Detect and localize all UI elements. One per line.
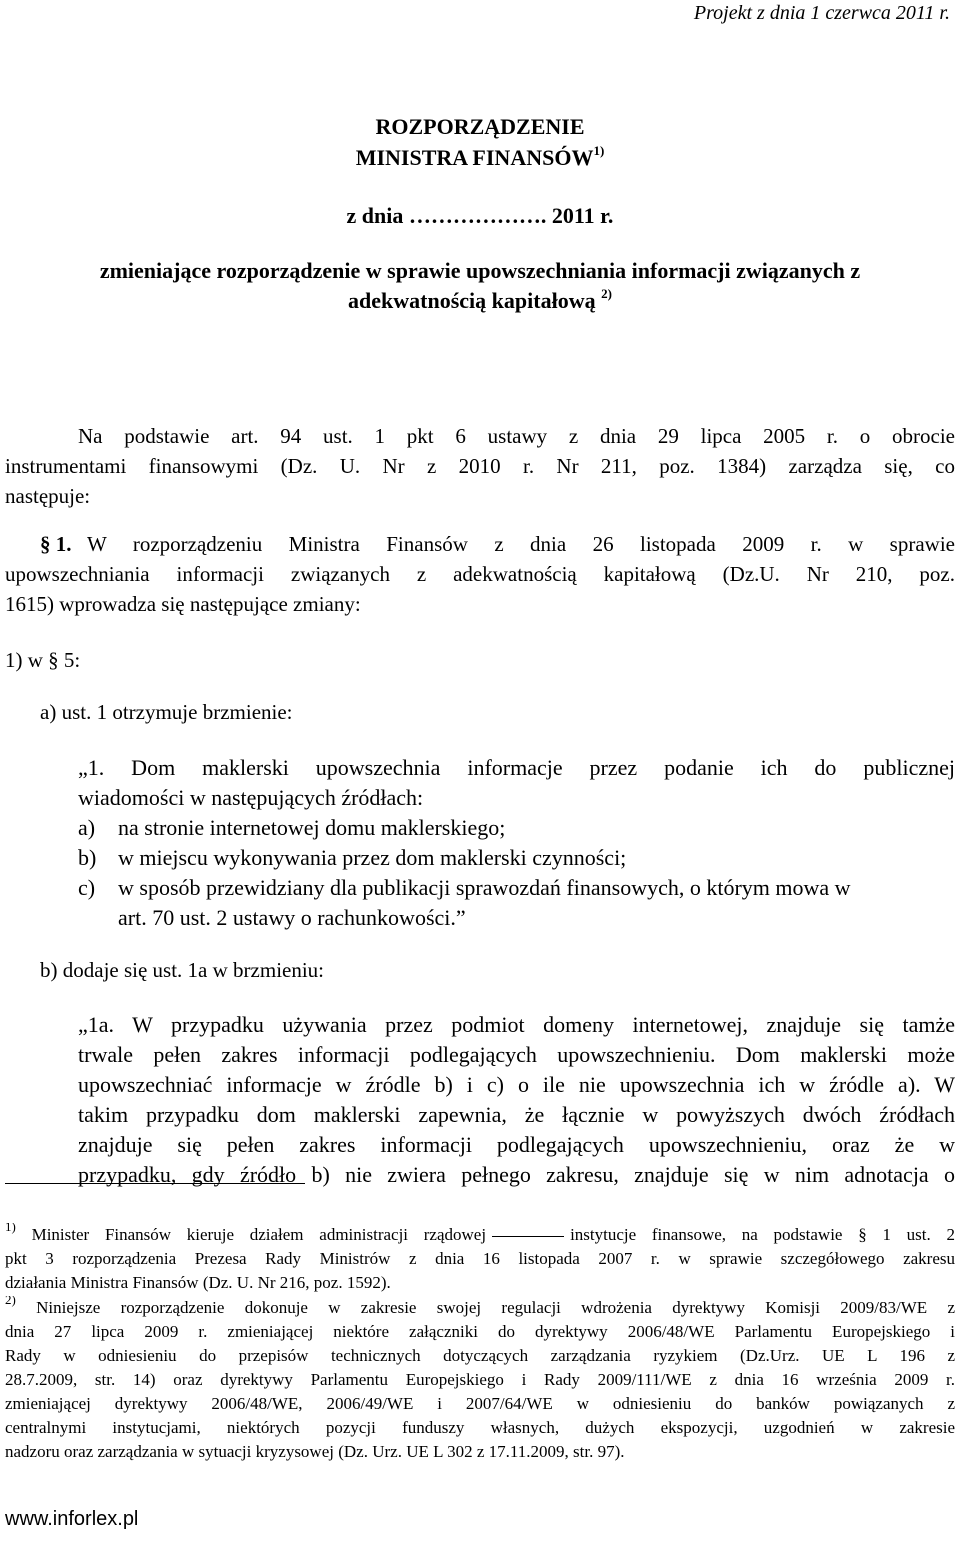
paragraph-mark: § 1. [40,532,72,556]
ust1-item-c: w sposób przewidziany dla publikacji sprawozdań finansowych, o którym mowa w [118,875,851,900]
title-date: z dnia ………………. 2011 r. [346,203,614,228]
ust1-item-a: na stronie internetowej domu maklerskiego; [118,815,506,840]
footnote-2-line2: dnia 27 lipca 2009 r. zmieniającej niektóre załączniki do dyrektywy 2006/48/WE Parlamentu Europejskiego i [5,1322,955,1341]
ust1-line1: „1. Dom maklerski upowszechnia informacje przez podanie ich do publicznej [78,755,955,780]
footnote-ref-1[interactable]: 1) [593,142,605,158]
footnote-2-line6: centralnymi instytucjami, niektórych pozycji funduszy własnych, dużych ekspozycji, uzgodnień w zakresie [5,1418,955,1437]
footnote-1-line1: $^{1)}$ Minister Finansów kieruje działem administracji rządowej instytucje finansowe, na podstawie § 1 ust. 2 [5,1223,955,1247]
ust1a-line1: „1a. W przypadku używania przez podmiot domeny internetowej, znajduje się tamże [78,1012,955,1037]
ust1-item-c-label: c) [78,875,96,900]
footnote-1-line3: działania Ministra Finansów (Dz. U. Nr 216, poz. 1592). [5,1273,391,1292]
footnote-1-marker: 1) [5,1223,16,1235]
ust1-item-b-label: b) [78,845,97,870]
ust1-line2: wiadomości w następujących źródłach: [78,785,424,810]
ust1a-line2: trwale pełen zakres informacji podlegających upowszechnieniu. Dom maklerski może [78,1042,955,1067]
footnote-separator [5,1183,305,1184]
preamble-line3: następuje: [5,484,91,508]
paragraph1-line2: upowszechniania informacji związanych z adekwatnością kapitałową (Dz.U. Nr 210, poz. [5,562,955,586]
ust1a-line5: znajduje się pełen zakres informacji podlegających upowszechnieniu, oraz że w [78,1132,955,1157]
title-line2: MINISTRA FINANSÓW$^{1)}$ [355,142,605,170]
preamble-line2: instrumentami finansowymi (Dz. U. Nr z 2010 r. Nr 211, poz. 1384) zarządza się, co [5,454,955,478]
draft-note: Projekt z dnia 1 czerwca 2011 r. [693,2,950,24]
footnote-2-line1: $^{2)}$ Niniejsze rozporządzenie dokonuje w zakresie swojej regulacji wdrożenia dyrektywy Komisji 2009/83/WE z [5,1296,955,1320]
ust1-item-c-cont: art. 70 ust. 2 ustawy o rachunkowości.” [118,905,466,930]
footnote-2 [5,1296,955,1464]
ust1a-line4: takim przypadku dom maklerski zapewnia, że łącznie w powyższych dwóch źródłach [78,1102,955,1127]
title-subject-line2: adekwatnością kapitałową $^{2)}$ [348,285,612,313]
ust1-item-a-label: a) [78,815,96,840]
ust1a-line3: upowszechniać informacje w źródle b) i c) o ile nie upowszechnia ich w źródle a). W [78,1072,955,1097]
paragraph1-line3: 1615) wprowadza się następujące zmiany: [5,592,361,616]
title-line1: ROZPORZĄDZENIE [375,114,585,139]
footnote-1 [5,1223,955,1295]
footnote-2-line7: nadzoru oraz zarządzania w sytuacji kryzysowej (Dz. Urz. UE L 302 z 17.11.2009, str. 97). [5,1442,625,1461]
footer-site-link[interactable]: www.inforlex.pl [5,1508,139,1530]
title-subject-line1: zmieniające rozporządzenie w sprawie upowszechniania informacji związanych z [99,258,861,283]
footnote-2-line4: 28.7.2009, str. 14) oraz dyrektywy Parlamentu Europejskiego i Rady 2009/111/WE z dnia 16 września 2009 r. [5,1370,955,1389]
footnote-2-line5: zmieniającej dyrektywy 2006/48/WE, 2006/49/WE i 2007/64/WE w odniesieniu do banków powiązanych z [5,1394,955,1413]
em-dash [492,1236,564,1237]
subpoint-b: b) dodaje się ust. 1a w brzmieniu: [40,958,325,982]
ust1-item-b: w miejscu wykonywania przez dom maklerski czynności; [118,845,627,870]
point-1: 1) w § 5: [5,648,81,672]
footnote-2-marker: 2) [5,1296,16,1308]
footnote-2-line3: Rady w odniesieniu do przepisów technicznych dotyczących zarządzania ryzykiem (Dz.Urz. UE L 196 z [5,1346,955,1365]
footnote-1-line2: pkt 3 rozporządzenia Prezesa Rady Ministrów z dnia 16 listopada 2007 r. w sprawie szczegółowego zakresu [5,1249,955,1268]
preamble-line1: Na podstawie art. 94 ust. 1 pkt 6 ustawy z dnia 29 lipca 2005 r. o obrocie [78,424,955,448]
paragraph1-line1: W rozporządzeniu Ministra Finansów z dnia 26 listopada 2009 r. w sprawie [87,532,955,556]
subpoint-a: a) ust. 1 otrzymuje brzmienie: [40,700,293,724]
ust1a-line6: przypadku, gdy źródło b) nie zwiera pełnego zakresu, znajduje się w nim adnotacja o [78,1162,955,1187]
footnote-ref-2[interactable]: 2) [601,285,612,301]
